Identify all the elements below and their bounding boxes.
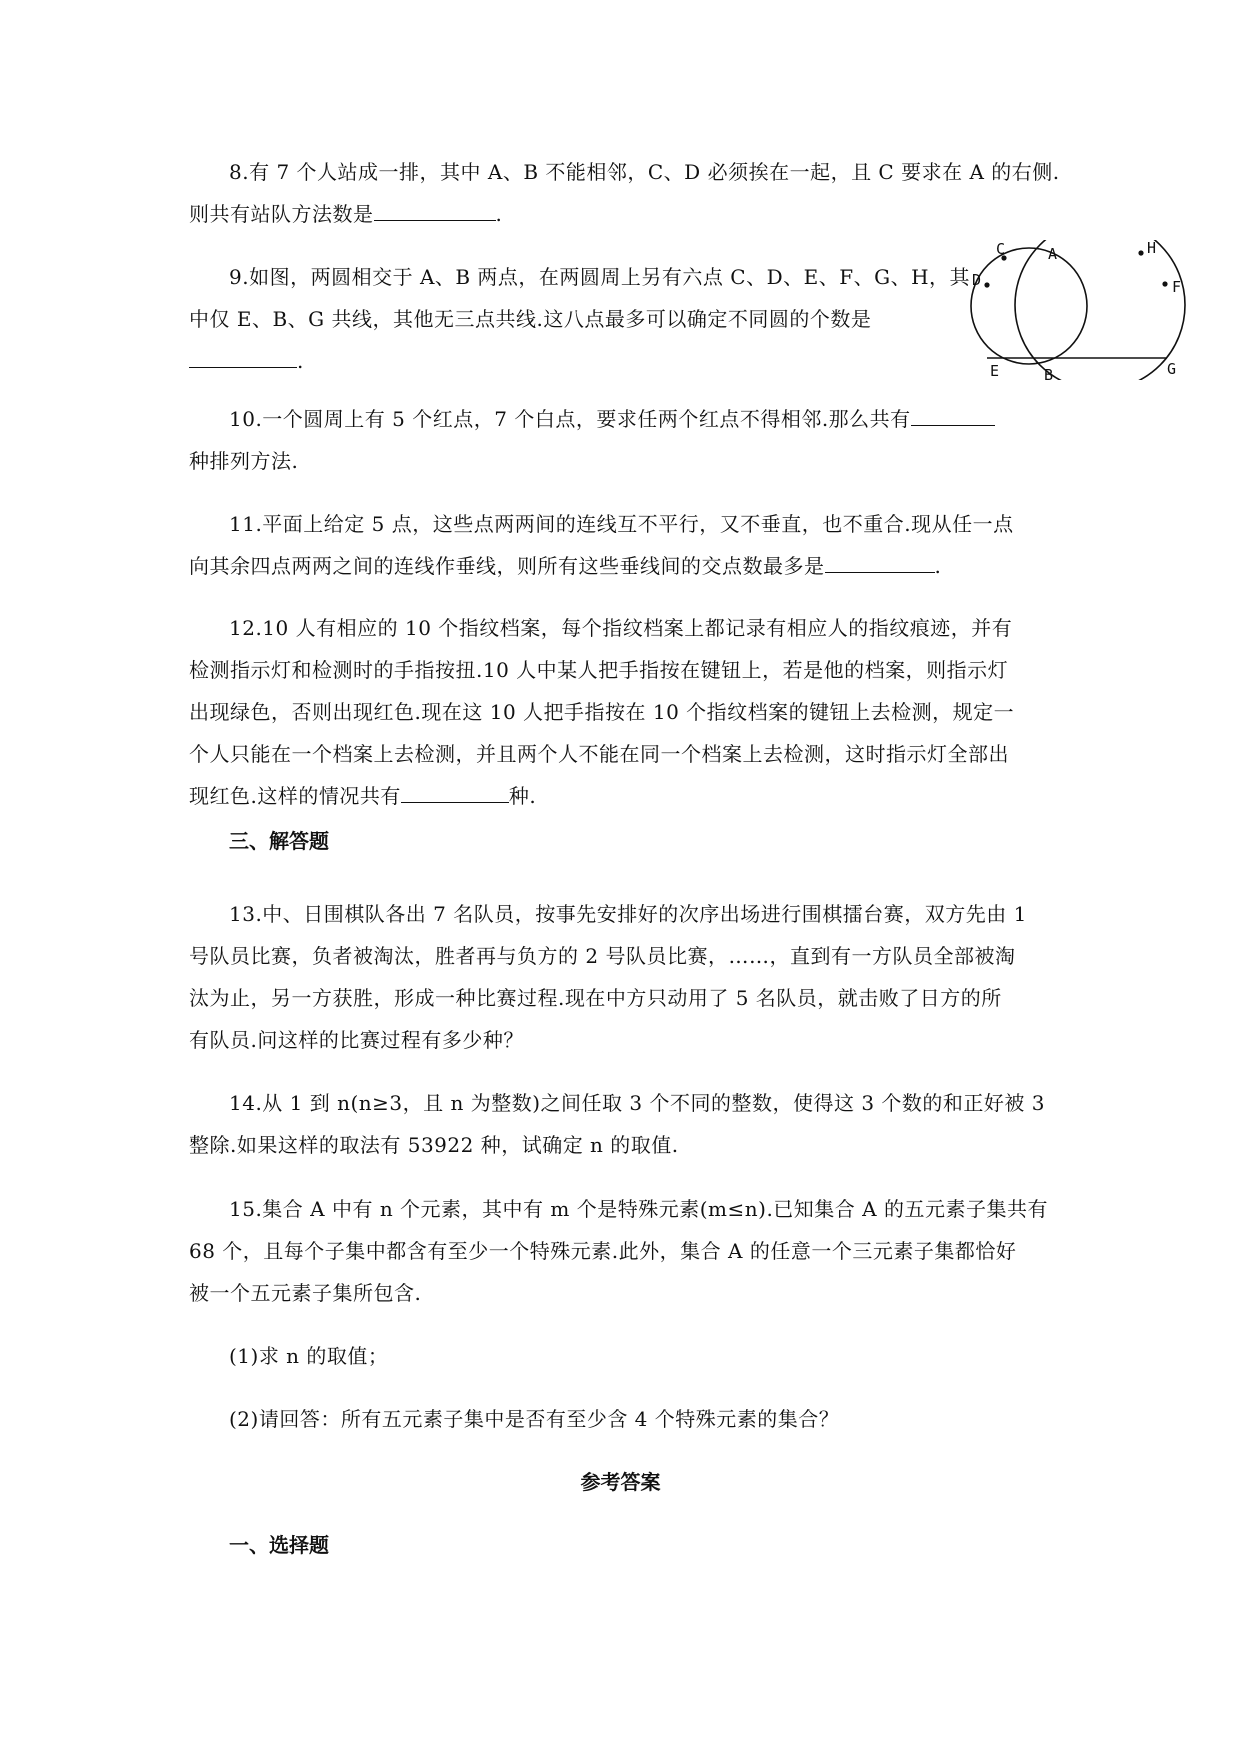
label-E: E: [990, 362, 1000, 380]
label-B: B: [1044, 366, 1054, 380]
q11-line-2-end: .: [934, 554, 942, 578]
label-A: A: [1048, 245, 1058, 263]
label-H: H: [1147, 240, 1157, 257]
q15-line-2: 68 个，且每个子集中都含有至少一个特殊元素.此外，集合 A 的任意一个三元素子集都恰好: [189, 1239, 1017, 1263]
left-circle: [971, 248, 1087, 364]
q14-line-2: 整除.如果这样的取法有 53922 种，试确定 n 的取值.: [189, 1133, 679, 1157]
label-G: G: [1167, 360, 1177, 378]
q9-line-1: 9.如图，两圆相交于 A、B 两点，在两圆周上另有六点 C、D、E、F、G、H，其: [229, 265, 971, 289]
q10-line-1-text: 10.一个圆周上有 5 个红点，7 个白点，要求任两个红点不得相邻.那么共有: [229, 407, 911, 431]
q10-line-1: [229, 405, 995, 433]
q13-line-1: 13.中、日围棋队各出 7 名队员，按事先安排好的次序出场进行围棋擂台赛，双方先由 1: [229, 902, 1027, 926]
label-F: F: [1172, 278, 1182, 296]
q10-line-2: 种排列方法.: [189, 449, 299, 473]
q15-sub-1: (1)求 n 的取值；: [229, 1344, 389, 1368]
q8-line-2-text: 则共有站队方法数是: [189, 202, 374, 226]
q8-answer-blank: [374, 200, 496, 221]
answers-title: 参考答案: [580, 1470, 661, 1494]
q9-line-2: 中仅 E、B、G 共线，其他无三点共线.这八点最多可以确定不同圆的个数是: [189, 307, 872, 331]
q15-line-3: 被一个五元素子集所包含.: [189, 1281, 422, 1305]
q12-line-5-end: 种.: [508, 784, 537, 808]
q9-answer-blank: [189, 347, 297, 368]
q13-line-3: 汰为止，另一方获胜，形成一种比赛过程.现在中方只动用了 5 名队员，就击败了日方的所: [189, 986, 1002, 1010]
q14-line-1: 14.从 1 到 n(n≥3，且 n 为整数)之间任取 3 个不同的整数，使得这 3 个数的和正好被 3: [229, 1091, 1046, 1115]
answers-section-1-heading: 一、选择题: [229, 1533, 329, 1557]
q9-line-3-end: .: [297, 349, 304, 373]
two-circles-figure: [962, 240, 1194, 380]
q12-line-1: 12.10 人有相应的 10 个指纹档案，每个指纹档案上都记录有相应人的指纹痕迹，并有: [229, 616, 1013, 640]
q11-answer-blank: [825, 552, 935, 573]
label-D: D: [972, 271, 982, 289]
q15-sub-2: (2)请回答：所有五元素子集中是否有至少含 4 个特殊元素的集合？: [229, 1407, 840, 1431]
q9-line-3: [189, 347, 304, 375]
q12-line-5-text: 现红色.这样的情况共有: [189, 784, 401, 808]
point-F: [1162, 281, 1167, 286]
q12-line-5: [189, 782, 536, 810]
point-H: [1138, 250, 1143, 255]
q8-line-1: 8.有 7 个人站成一排，其中 A、B 不能相邻，C、D 必须挨在一起，且 C 要求在 A 的右侧.: [229, 160, 1060, 184]
section-3-heading: 三、解答题: [229, 829, 329, 853]
label-C: C: [996, 240, 1006, 258]
q11-line-2-text: 向其余四点两两之间的连线作垂线，则所有这些垂线间的交点数最多是: [189, 554, 825, 578]
right-circle: [1015, 240, 1185, 380]
q8-line-2-end: .: [495, 202, 503, 226]
q15-line-1: 15.集合 A 中有 n 个元素，其中有 m 个是特殊元素(m≤n).已知集合 A 的五元素子集共有: [229, 1197, 1048, 1221]
q12-line-2: 检测指示灯和检测时的手指按扭.10 人中某人把手指按在键钮上，若是他的档案，则指示灯: [189, 658, 1009, 682]
q10-answer-blank: [911, 405, 995, 426]
q13-line-2: 号队员比赛，负者被淘汰，胜者再与负方的 2 号队员比赛，……，直到有一方队员全部被淘: [189, 944, 1016, 968]
q12-line-4: 个人只能在一个档案上去检测，并且两个人不能在同一个档案上去检测，这时指示灯全部出: [189, 742, 1009, 766]
point-D: [984, 282, 989, 287]
q8-line-2: [189, 200, 502, 228]
q11-line-2: [189, 552, 941, 580]
q13-line-4: 有队员.问这样的比赛过程有多少种？: [189, 1028, 524, 1052]
q11-line-1: 11.平面上给定 5 点，这些点两两间的连线互不平行，又不垂直，也不重合.现从任一点: [229, 512, 1014, 536]
q12-line-3: 出现绿色，否则出现红色.现在这 10 人把手指按在 10 个指纹档案的键钮上去检测，规定一: [189, 700, 1015, 724]
q12-answer-blank: [401, 782, 509, 803]
